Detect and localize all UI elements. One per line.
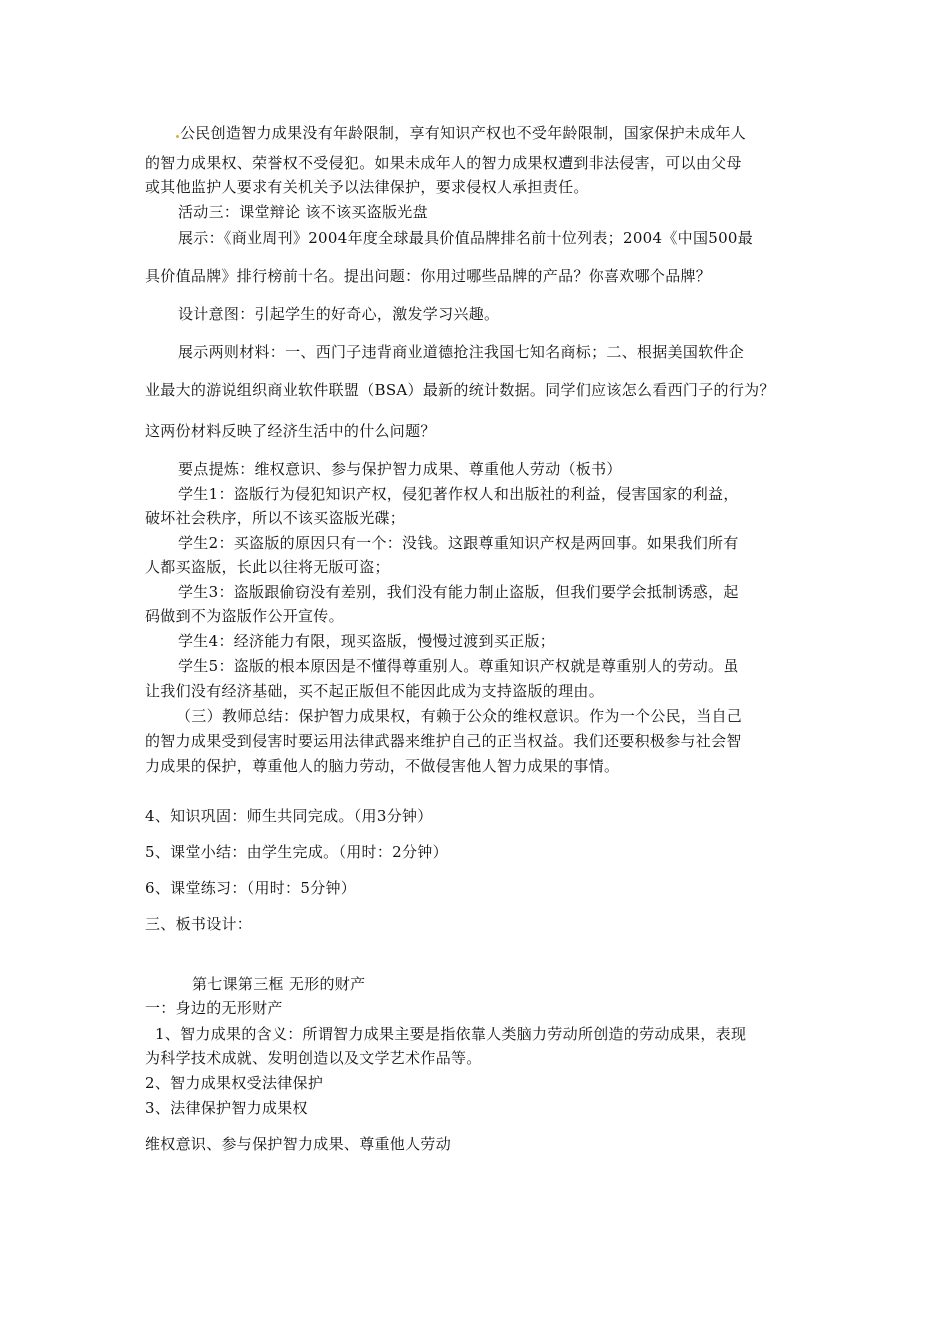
paragraph-line: 维权意识、参与保护智力成果、尊重他人劳动 [145,1135,452,1153]
paragraph-line: 业最大的游说组织商业软件联盟（BSA）最新的统计数据。同学们应该怎么看西门子的行为？ [145,381,775,399]
paragraph-line: 要点提炼：维权意识、参与保护智力成果、尊重他人劳动（板书） [178,460,622,478]
paragraph-line: 学生5：盗版的根本原因是不懂得尊重别人。尊重知识产权就是尊重别人的劳动。虽 [178,657,739,675]
paragraph-line: 人都买盗版，长此以往将无版可盗； [145,558,390,576]
annotation-mark [176,135,179,138]
paragraph-line: 具价值品牌》排行榜前十名。提出问题：你用过哪些品牌的产品？你喜欢哪个品牌？ [145,267,712,285]
paragraph-line: 三、板书设计： [145,915,253,933]
paragraph-line: （三）教师总结：保护智力成果权，有赖于公众的维权意识。作为一个公民，当自己 [176,707,743,725]
paragraph-line: 为科学技术成就、发明创造以及文学艺术作品等。 [145,1049,482,1067]
paragraph-line: 2、智力成果权受法律保护 [145,1074,324,1092]
paragraph-line: 的智力成果受到侵害时要运用法律武器来维护自己的正当权益。我们还要积极参与社会智 [145,732,742,750]
paragraph-line: 5、课堂小结：由学生完成。（用时：2分钟） [145,843,448,861]
paragraph-line: 4、知识巩固：师生共同完成。（用3分钟） [145,807,433,825]
paragraph-line: 6、课堂练习：（用时：5分钟） [145,879,357,897]
paragraph-line: 学生1：盗版行为侵犯知识产权，侵犯著作权人和出版社的利益，侵害国家的利益， [178,485,739,503]
paragraph-line: 学生2：买盗版的原因只有一个：没钱。这跟尊重知识产权是两回事。如果我们所有 [178,534,739,552]
paragraph-line: 力成果的保护，尊重他人的脑力劳动，不做侵害他人智力成果的事情。 [145,757,620,775]
paragraph-line: 的智力成果权、荣誉权不受侵犯。如果未成年人的智力成果权遭到非法侵害，可以由父母 [145,154,742,172]
paragraph-line: 这两份材料反映了经济生活中的什么问题？ [145,422,436,440]
paragraph-line: 破坏社会秩序，所以不该买盗版光碟； [145,509,406,527]
paragraph-line: 一：身边的无形财产 [145,999,283,1017]
paragraph-line: 3、法律保护智力成果权 [145,1099,308,1117]
paragraph-line: 让我们没有经济基础，买不起正版但不能因此成为支持盗版的理由。 [145,682,605,700]
paragraph-line: 或其他监护人要求有关机关予以法律保护，要求侵权人承担责任。 [145,178,589,196]
paragraph-line: 1、智力成果的含义：所谓智力成果主要是指依靠人类脑力劳动所创造的劳动成果，表现 [155,1025,747,1043]
paragraph-line: 设计意图：引起学生的好奇心，激发学习兴趣。 [178,305,500,323]
paragraph-line: 展示两则材料：一、西门子违背商业道德抢注我国七知名商标；二、根据美国软件企 [178,343,745,361]
paragraph-line: 活动三：课堂辩论 该不该买盗版光盘 [178,203,428,221]
paragraph-line: 码做到不为盗版作公开宣传。 [145,607,344,625]
line-text: 公民创造智力成果没有年龄限制，享有知识产权也不受年龄限制，国家保护未成年人 [180,124,747,142]
paragraph-line: 学生3：盗版跟偷窃没有差别，我们没有能力制止盗版，但我们要学会抵制诱惑，起 [178,583,739,601]
paragraph-line: 学生4：经济能力有限，现买盗版，慢慢过渡到买正版； [178,632,556,650]
paragraph-line: 展示：《商业周刊》2004年度全球最具价值品牌排名前十位列表；2004《中国500最 [178,229,754,247]
board-title: 第七课第三框 无形的财产 [192,975,366,993]
paragraph-line [176,122,746,144]
